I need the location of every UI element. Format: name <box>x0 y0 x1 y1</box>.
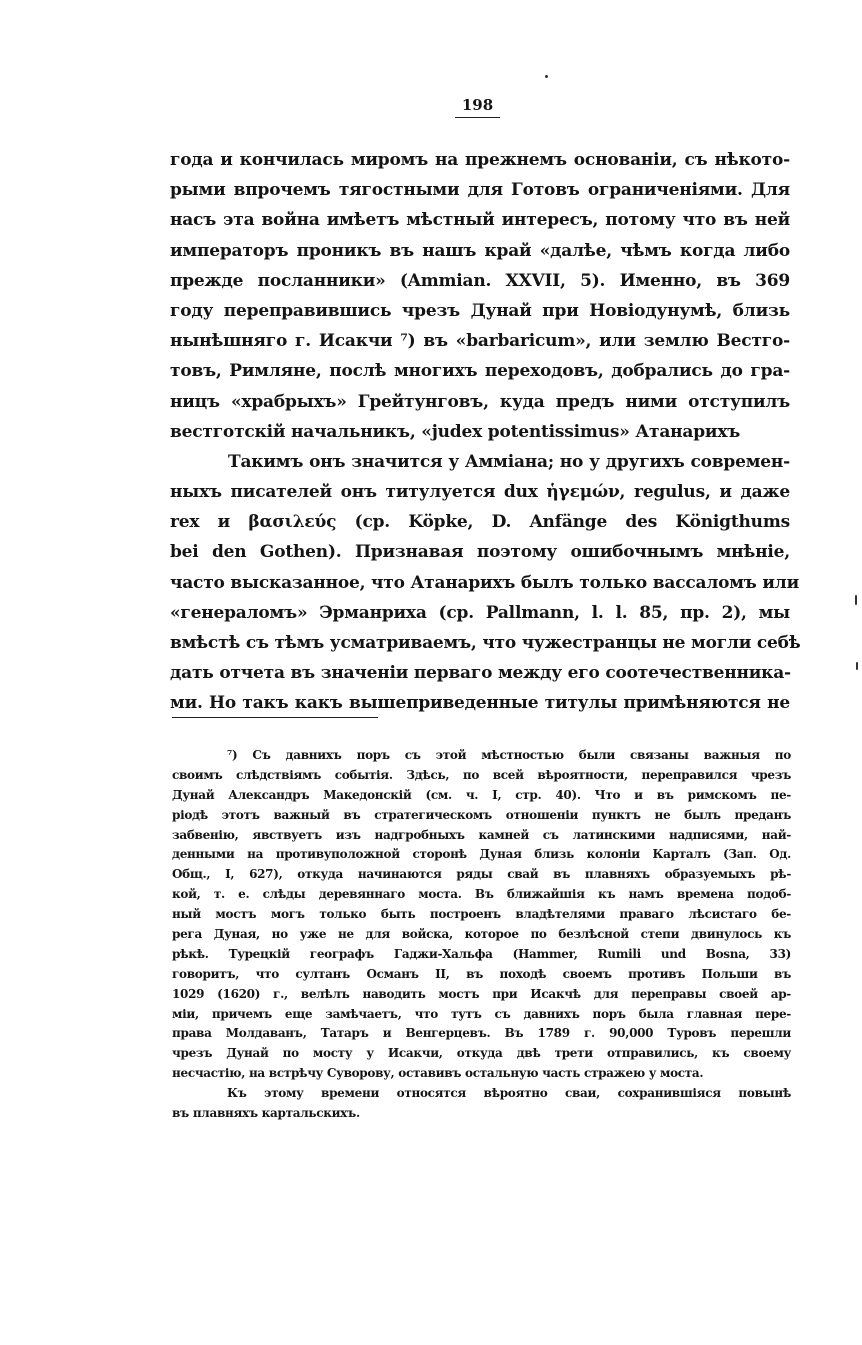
text-line: bei den Gothen). Признавая поэтому ошибочнымъ мнѣніе, <box>170 542 790 563</box>
text-line: прежде посланники» (Ammian. XXVII, 5). Именно, въ 369 <box>170 270 790 291</box>
footnote-line: ный мостъ могъ только быть построенъ владѣтелями праваго лѣсистаго бе- <box>172 907 791 922</box>
text-line: нынѣшняго г. Исакчи ⁷) въ «barbaricum», или землю Вестго- <box>170 331 790 352</box>
footnote-line: рѣкѣ. Турецкій географъ Гаджи-Хальфа (Hammer, Rumili und Bosna, 33) <box>172 946 791 961</box>
text-line: Такимъ онъ значится у Амміана; но у другихъ современ- <box>228 451 790 472</box>
footnote-line: Къ этому времени относятся вѣроятно сваи, сохранившіяся повынѣ <box>227 1086 791 1101</box>
text-line: году переправившись чрезъ Дунай при Новіодунумѣ, близь <box>170 300 790 321</box>
text-line: насъ эта война имѣетъ мѣстный интересъ, потому что въ ней <box>170 210 790 231</box>
text-line: вестготскій начальникъ, «judex potentissimus» Атанарихъ <box>170 421 741 442</box>
footnote-rule <box>172 717 378 718</box>
footnote-line: міи, причемъ еще замѣчаетъ, что тутъ съ давнихъ поръ была главная пере- <box>172 1006 791 1021</box>
footnote-line: Дунай Александръ Македонскій (см. ч. I, стр. 40). Что и въ римскомъ пе- <box>172 787 791 802</box>
footnote-line: Общ., I, 627), откуда начинаются ряды свай въ плавняхъ образуемыхъ рѣ- <box>172 867 791 882</box>
page-number-rule <box>455 117 500 118</box>
footnote-line: 1029 (1620) г., велѣлъ наводить мостъ при Исакчѣ для переправы своей ар- <box>172 986 791 1001</box>
footnote-line: ⁷) Съ давнихъ поръ съ этой мѣстностью были связаны важныя по <box>227 748 791 762</box>
main-text <box>170 145 801 719</box>
text-line: rex и βασιλεύς (ср. Köpke, D. Anfänge des Königthums <box>170 512 790 533</box>
page-number: 198 <box>461 96 494 114</box>
text-line: императоръ проникъ въ нашъ край «далѣе, чѣмъ когда либо <box>170 240 790 261</box>
text-line: ницъ «храбрыхъ» Грейтунговъ, куда предъ ними отступилъ <box>170 391 790 412</box>
footnote-line: несчастію, на встрѣчу Суворову, оставивъ остальную часть стражею у моста. <box>172 1066 704 1081</box>
footnote-line: рега Дуная, но уже не для войска, которое по безлѣсной степи двинулось къ <box>172 927 791 942</box>
text-line: года и кончилась миромъ на прежнемъ основаніи, съ нѣкото- <box>170 150 790 170</box>
text-line: ми. Но такъ какъ вышеприведенные титулы примѣняются не <box>170 693 790 714</box>
footnote-line: чрезъ Дунай по мосту у Исакчи, откуда двѣ трети отправились, къ своему <box>172 1046 791 1061</box>
stray-dot <box>856 662 858 670</box>
text-line: рыми впрочемъ тягостными для Готовъ ограниченіями. Для <box>170 180 790 201</box>
text-line: ныхъ писателей онъ титулуется dux ἡγεμών, regulus, и даже <box>170 482 790 503</box>
footnote-line: говоритъ, что султанъ Османъ II, въ походѣ своемъ противъ Польши въ <box>172 966 791 981</box>
stray-dot <box>545 75 548 78</box>
footnote-line: забвенію, явствуетъ изъ надгробныхъ камней съ латинскими надписями, най- <box>172 827 791 842</box>
footnote-line: своимъ слѣдствіямъ событія. Здѣсь, по всей вѣроятности, переправился чрезъ <box>172 767 791 782</box>
text-line: вмѣстѣ съ тѣмъ усматриваемъ, что чужестранцы не могли себѣ <box>170 633 801 653</box>
footnote-line: денными на противуположной сторонѣ Дуная близь колоніи Карталъ (Зап. Од. <box>172 847 791 862</box>
text-line: «генераломъ» Эрманриха (ср. Pallmann, l. l. 85, пр. 2), мы <box>170 602 790 623</box>
stray-dot <box>855 595 857 605</box>
footnote-line: права Молдаванъ, Татаръ и Венгерцевъ. Въ 1789 г. 90,000 Туровъ перешли <box>172 1026 791 1041</box>
footnotes <box>172 746 791 1124</box>
text-line: товъ, Римляне, послѣ многихъ переходовъ, добрались до гра- <box>170 361 790 382</box>
footnote-line: кой, т. е. слѣды деревяннаго моста. Въ ближайшія къ намъ времена подоб- <box>172 887 791 902</box>
footnote-line: въ плавняхъ картальскихъ. <box>172 1106 360 1121</box>
text-line: часто высказанное, что Атанарихъ былъ только вассаломъ или <box>170 572 799 593</box>
text-line: дать отчета въ значеніи перваго между его соотечественника- <box>170 663 791 684</box>
footnote-line: ріодѣ этотъ важный въ стратегическомъ отношеніи пунктъ не былъ преданъ <box>172 807 791 822</box>
